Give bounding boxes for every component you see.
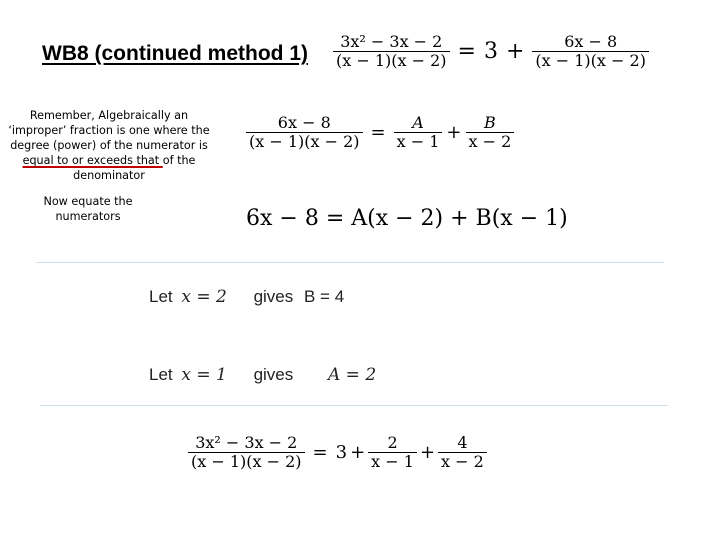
fraction-4 (438, 434, 487, 470)
equals-sign: = (370, 121, 386, 143)
equation-partial-fractions (246, 114, 514, 150)
equation-final (188, 434, 487, 470)
numerator: 3x² − 3x − 2 (195, 433, 298, 452)
fraction-lhs (188, 434, 305, 470)
denominator: x − 2 (438, 452, 487, 471)
numerator: 3x² − 3x − 2 (340, 32, 443, 51)
numerator: 6x − 8 (277, 113, 331, 132)
plus-sign: + (350, 441, 366, 463)
numerator: B (484, 113, 496, 132)
fraction-2 (368, 434, 417, 470)
reminder-note (2, 108, 216, 183)
denominator: (x − 1)(x − 2) (532, 51, 649, 70)
divider (40, 405, 668, 406)
result: B = 4 (304, 287, 345, 306)
condition: x = 2 (181, 287, 227, 307)
fraction-remainder (532, 33, 649, 69)
fraction-b (466, 114, 515, 150)
numerator: 2 (387, 433, 398, 452)
numerator: 6x − 8 (564, 32, 618, 51)
equation-improper-split (333, 33, 649, 69)
plus-sign: + (419, 441, 436, 463)
fraction-lhs (246, 114, 363, 150)
equals-sign: = (312, 441, 328, 463)
gives-label: gives (253, 287, 294, 306)
denominator: (x − 1)(x − 2) (246, 132, 363, 151)
equals-sign: = (457, 38, 476, 64)
denominator: x − 1 (368, 452, 417, 471)
gives-label: gives (253, 365, 294, 384)
whole-part: 3 (335, 441, 348, 463)
let-label: Let (149, 365, 173, 384)
denominator: x − 2 (466, 132, 515, 151)
note-text: Remember, Algebraically an ‘improper’ fraction is one where the degree (power) of the numerator is (8, 109, 210, 152)
plus-sign: + (446, 121, 462, 143)
page-title: WB8 (continued method 1) (42, 42, 308, 65)
whole-part: 3 (483, 38, 498, 64)
result: A = 2 (328, 365, 377, 385)
denominator: (x − 1)(x − 2) (333, 51, 450, 70)
note-text-end: of the denominator (73, 154, 196, 182)
equation-numerators: 6x − 8 = A(x − 2) + B(x − 1) (246, 206, 568, 231)
step-let-x-1 (149, 365, 376, 385)
condition: x = 1 (181, 365, 227, 385)
equate-note: Now equate the numerators (43, 195, 133, 223)
fraction-lhs (333, 33, 450, 69)
fraction-a (394, 114, 443, 150)
numerator: 4 (457, 433, 468, 452)
plus-sign: + (505, 38, 525, 64)
numerator: A (412, 113, 424, 132)
denominator: x − 1 (394, 132, 443, 151)
divider (36, 262, 664, 263)
let-label: Let (149, 287, 173, 306)
step-let-x-2 (149, 287, 344, 307)
denominator: (x − 1)(x − 2) (188, 452, 305, 471)
note-underlined: equal to or exceeds that (22, 154, 163, 167)
